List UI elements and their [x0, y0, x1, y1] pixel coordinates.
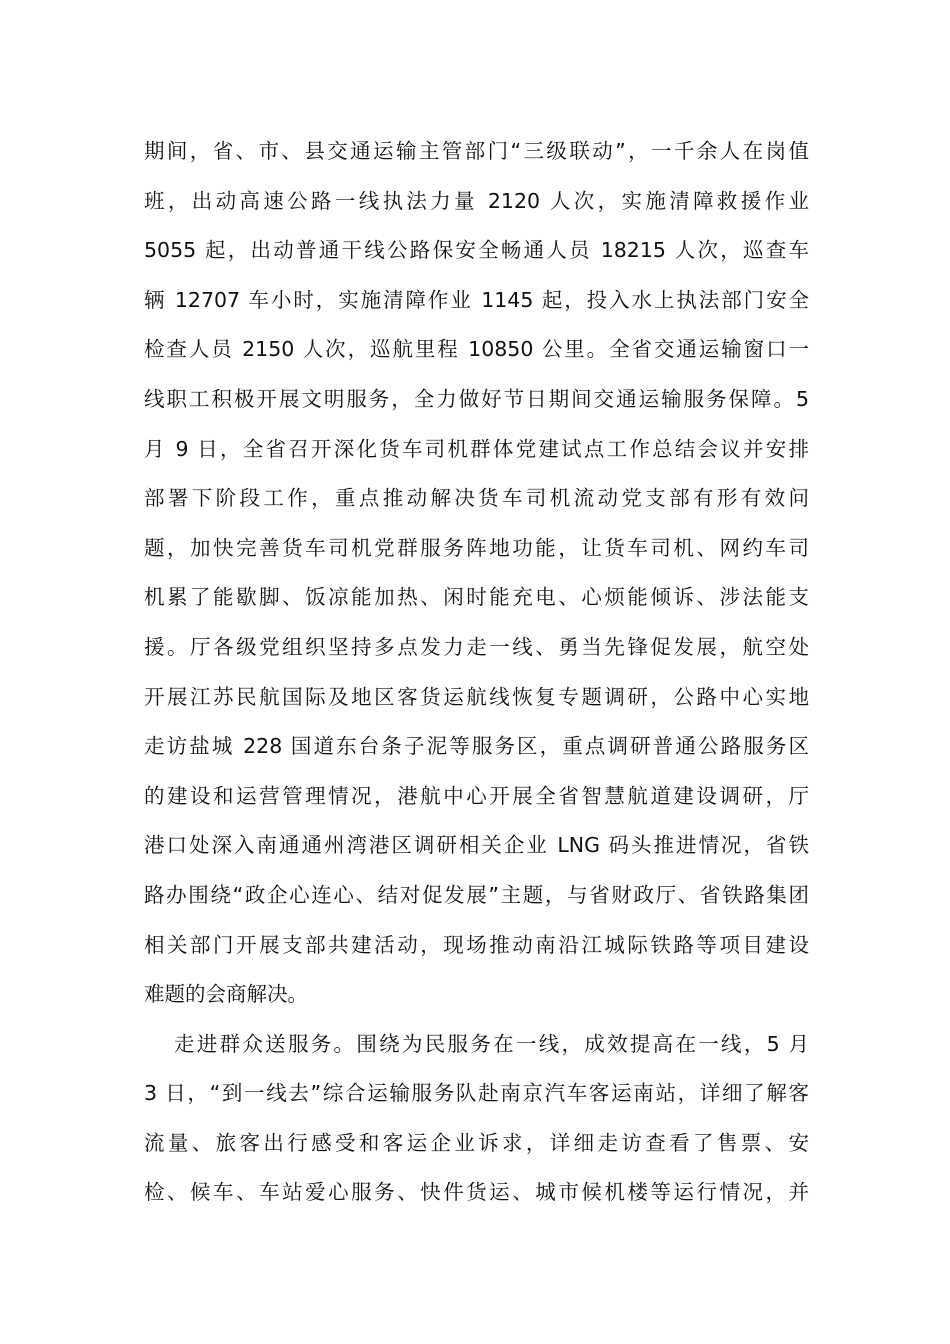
text-line: 线职工积极开展文明服务，全力做好节日期间交通运输服务保障。5 — [144, 386, 809, 411]
text-line: 相关部门开展支部共建活动，现场推动南沿江城际铁路等项目建设 — [144, 932, 809, 957]
text-line: 检查人员 2150 人次，巡航里程 10850 公里。全省交通运输窗口一 — [144, 337, 809, 362]
text-line: 开展江苏民航国际及地区客货运航线恢复专题调研，公路中心实地 — [144, 684, 809, 709]
text-line: 援。厅各级党组织坚持多点发力走一线、勇当先锋促发展，航空处 — [144, 634, 809, 659]
text-line: 难题的会商解决。 — [144, 982, 308, 1007]
text-line: 期间，省、市、县交通运输主管部门“三级联动”，一千余人在岗值 — [144, 139, 809, 163]
text-line: 部署下阶段工作，重点推动解决货车司机流动党支部有形有效问 — [144, 486, 809, 511]
text-line: 检、候车、车站爱心服务、快件货运、城市候机楼等运行情况，并 — [144, 1180, 809, 1205]
text-line: 辆 12707 车小时，实施清障作业 1145 起，投入水上执法部门安全 — [144, 287, 809, 312]
text-line: 题，加快完善货车司机党群服务阵地功能，让货车司机、网约车司 — [144, 535, 809, 560]
text-line: 机累了能歇脚、饭凉能加热、闲时能充电、心烦能倾诉、涉法能支 — [144, 585, 809, 610]
text-line: 5055 起，出动普通干线公路保安全畅通人员 18215 人次，巡查车 — [144, 238, 809, 263]
text-line: 路办围绕“政企心连心、结对促发展”主题，与省财政厅、省铁路集团 — [144, 882, 809, 907]
text-line: 走进群众送服务。围绕为民服务在一线，成效提高在一线，5 月 — [174, 1031, 809, 1056]
text-line: 的建设和运营管理情况，港航中心开展全省智慧航道建设调研，厅 — [144, 783, 809, 808]
text-line: 3 日，“到一线去”综合运输服务队赴南京汽车客运南站，详细了解客 — [144, 1081, 809, 1106]
body-text — [144, 127, 809, 1218]
text-line: 月 9 日，全省召开深化货车司机群体党建试点工作总结会议并安排 — [144, 436, 809, 461]
text-line: 班，出动高速公路一线执法力量 2120 人次，实施清障救援作业 — [144, 188, 809, 213]
text-line: 港口处深入南通通州湾港区调研相关企业 LNG 码头推进情况，省铁 — [144, 833, 809, 858]
text-line: 走访盐城 228 国道东台条子泥等服务区，重点调研普通公路服务区 — [144, 734, 809, 759]
text-line: 流量、旅客出行感受和客运企业诉求，详细走访查看了售票、安 — [144, 1130, 809, 1155]
